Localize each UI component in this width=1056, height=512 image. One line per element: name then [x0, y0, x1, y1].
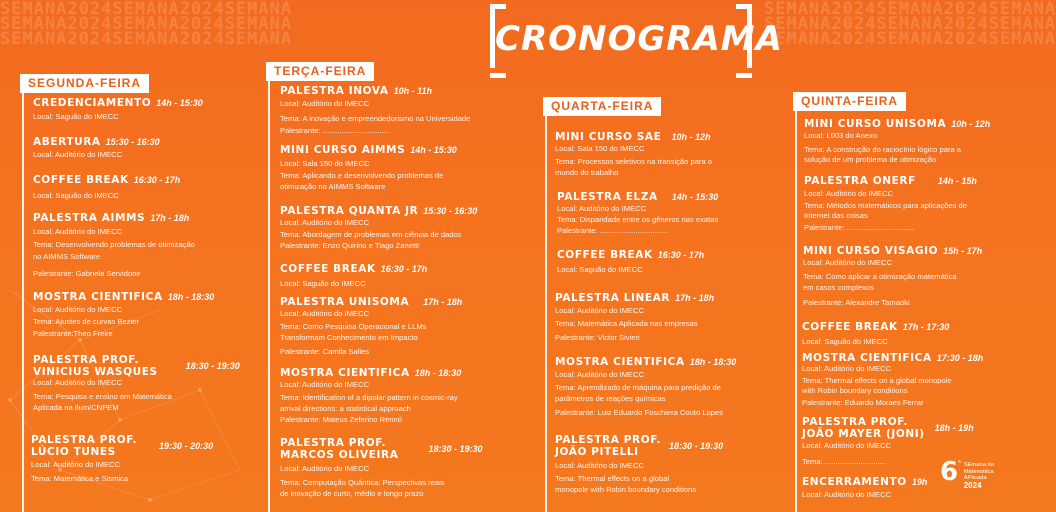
- event-coffee-break: COFFEE BREAK 16:30 - 17h Local: Saguão do IMECC: [33, 174, 181, 200]
- column-divider: [795, 100, 797, 512]
- event-palestra-quanta: PALESTRA QUANTA JR 15:30 - 16:30 Local: Auditório do IMECC Tema: Abordagem de problemas em ciência de dados Palestrante: Enzo Quirino e Tiago Zanetti: [280, 205, 478, 250]
- event-palestra-aimms: PALESTRA AIMMS 17h - 18h Local: Auditório do IMECC Tema: Desenvolvendo problemas de otimização no AIMMS Software Palestrante: Gabriela Servidone: [33, 212, 195, 278]
- decorative-pattern-right: SEMANA2024SEMANA2024SEMANA SEMANA2024SEMANA2024SEMANA SEMANA2024SEMANA2024SEMANA: [764, 0, 1056, 49]
- event-palestra-marcos: PALESTRA PROF. MARCOS OLIVEIRA 18:30 - 19:30 Local: Auditório do IMECC Tema: Computação Quântica: Perspectivas reais de inovação de curto, médio e longo prazo: [280, 437, 483, 498]
- event-credenciamento: CREDENCIAMENTO 14h - 15:30 Local: Saguão do IMECC: [33, 97, 203, 121]
- event-palestra-linear: PALESTRA LINEAR 17h - 18h Local: Auditório do IMECC Tema: Matemática Aplicada nas empresas Palestrante: Victor Sivieri: [555, 292, 715, 342]
- event-palestra-elza: PALESTRA ELZA 14h - 15:30 Local: Auditório do IMECC Tema: Disparidade entre os gêneros nas exatas Palestrante: ................................: [557, 191, 719, 235]
- event-palestra-inova: PALESTRA INOVA 10h - 11h Local: Auditório do IMECC Tema: A inovação e empreendedorismo na Universidade Palestrante: ................................: [280, 85, 471, 135]
- event-abertura: ABERTURA 15:30 - 16:30 Local: Auditório do IMECC: [33, 136, 160, 159]
- event-mostra-cientifica: MOSTRA CIENTIFICA 18h - 18:30 Local: Auditório do IMECC Tema: Aprendizado de máquina para predição de parâmetros de reações químicas Palestrante: Luiz Eduardo Foschiera Couto Lopes: [555, 356, 737, 417]
- event-mostra-cientifica: MOSTRA CIENTIFICA 17:30 - 18h Local: Auditório do IMECC Tema: Thermal effects on a global monopole with Robin boundary conditions Palestrante: Eduardo Moraes Ferrar: [802, 352, 984, 407]
- page-title: CRONOGRAMA: [495, 19, 783, 59]
- day-label: TERÇA-FEIRA: [266, 62, 374, 81]
- event-mini-curso-visagio: MINI CURSO VISAGIO 15h - 17h Local: Auditório do IMECC Tema: Como aplicar a otimização matemática em casos complexos Palestrante: Alexandre Tamaoki: [803, 245, 983, 307]
- event-palestra-lucio: PALESTRA PROF. LÚCIO TUNES 19:30 - 20:30 Local: Auditório do IMECC Tema: Matemática e Sismica: [31, 434, 214, 483]
- decorative-pattern-left: SEMANA2024SEMANA2024SEMANA SEMANA2024SEMANA2024SEMANA SEMANA2024SEMANA2024SEMANA: [0, 0, 293, 49]
- event-mini-curso-aimms: MINI CURSO AIMMS 14h - 15:30 Local: Sala 150 do IMECC Tema: Aplicando e desenvolvendo problemas de otimização no AIMMS Software: [280, 144, 457, 191]
- event-mini-curso-unisoma: MINI CURSO UNISOMA 10h - 12h Local: L003 do Anexo Tema: A construção do raciocínio lógico para a solução de um problema de otimização: [804, 118, 991, 164]
- title-bracket: [490, 4, 783, 68]
- event-mostra-cientifica: MOSTRA CIENTIFICA 18h - 18:30 Local: Auditório do IMECC Tema: Identification of a dipolar pattern in cosmic-ray arrival directions: a statistical approach Palestrante: Mateus Zeferino Rennó: [280, 367, 462, 424]
- column-divider: [268, 70, 270, 512]
- event-palestra-vinicius: PALESTRA PROF. VINICIUS WASQUES 18:30 - 19:30 Local: Auditório do IMECC Tema: Pesquisa e ensino em Matemática Aplicada na Ilum/CNPEM: [33, 354, 240, 412]
- day-label: QUINTA-FEIRA: [793, 92, 906, 111]
- day-label: SEGUNDA-FEIRA: [20, 74, 149, 93]
- day-label: QUARTA-FEIRA: [543, 97, 661, 116]
- event-palestra-onerf: PALESTRA ONERF 14h - 15h Local: Auditório do IMECC Tema: Métodos matemáticos para aplicações de Internet das coisas Palestrante: ................................: [804, 175, 977, 232]
- event-mostra-cientifica: MOSTRA CIENTIFICA 18h - 18:30 Local: Auditório do IMECC Tema: Ajustes de curvas Bezier Palestrante:Theo Freire: [33, 291, 215, 338]
- event-palestra-joao-mayer: PALESTRA PROF. JOÃO MAYER (JONI) 18h - 19h Local: Auditório do IMECC Tema: .............................: [802, 416, 974, 466]
- event-coffee-break: COFFEE BREAK 16:30 - 17h Local: Saguão do IMECC: [557, 249, 705, 274]
- column-divider: [22, 82, 24, 512]
- event-mini-curso-sae: MINI CURSO SAE 10h - 12h Local: Sala 150 do IMECC Tema: Processos seletivos na transição para o mundo do trabalho: [555, 131, 713, 177]
- event-palestra-unisoma: PALESTRA UNISOMA 17h - 18h Local: Auditório do IMECC Tema: Como Pesquisa Operacional e LLMs Transformam Conhecimento em Impacto Palestrante: Camila Salles: [280, 296, 463, 356]
- event-coffee-break: COFFEE BREAK 16:30 - 17h Local: Saguão do IMECC: [280, 263, 428, 288]
- event-palestra-joao-pitelli: PALESTRA PROF. JOÃO PITELLI 18:30 - 19:30 Local: Auditório do IMECC Tema: Thermal effects on a global monopole with Robin boundary conditions: [555, 434, 724, 494]
- event-encerramento: ENCERRAMENTO 19h Local: Auditório do IMECC: [802, 476, 928, 499]
- event-logo: 6 ª SEmana da Matemática APlicada 2024: [940, 457, 994, 490]
- event-coffee-break: COFFEE BREAK 17h - 17:30 Local: Saguão do IMECC: [802, 321, 950, 346]
- column-divider: [545, 105, 547, 512]
